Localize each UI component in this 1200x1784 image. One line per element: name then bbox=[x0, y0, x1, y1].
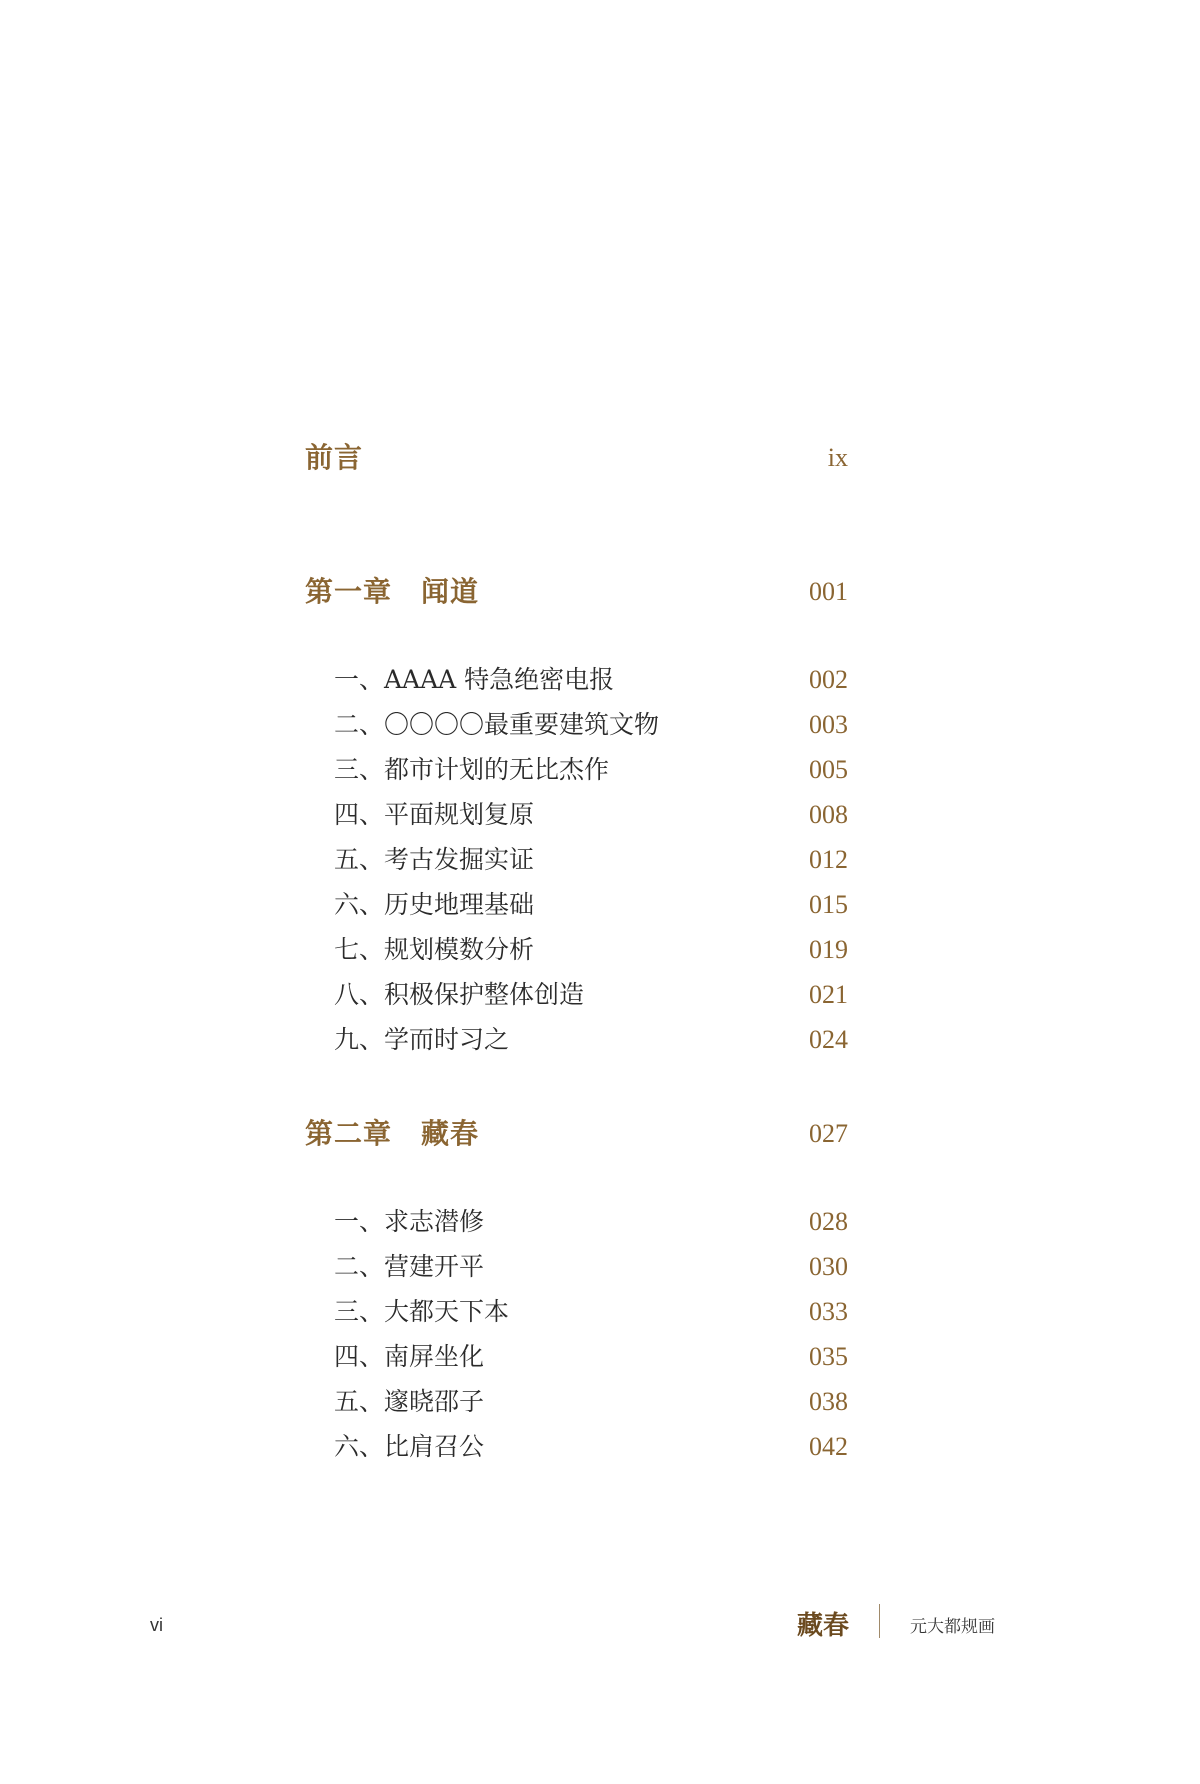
toc-entry-label: 六、比肩召公 bbox=[334, 1432, 485, 1461]
toc-entry[interactable] bbox=[334, 1020, 848, 1060]
toc-page-number: 005 bbox=[809, 755, 848, 784]
toc-page-number: 028 bbox=[809, 1207, 848, 1236]
toc-entry-label: 八、积极保护整体创造 bbox=[334, 980, 585, 1009]
toc-entry-label: 二、〇〇〇〇最重要建筑文物 bbox=[334, 710, 660, 739]
toc-page-number: 003 bbox=[809, 710, 848, 739]
toc-page-number: 019 bbox=[809, 935, 848, 964]
toc-page-number: 042 bbox=[809, 1432, 848, 1461]
toc-entry-label: 三、都市计划的无比杰作 bbox=[334, 755, 610, 784]
toc-entry-label: 六、历史地理基础 bbox=[334, 890, 535, 919]
toc-page-number: 030 bbox=[809, 1252, 848, 1281]
toc-entry[interactable] bbox=[334, 1292, 848, 1332]
toc-entry-label: 一、求志潜修 bbox=[334, 1207, 485, 1236]
toc-entry[interactable] bbox=[334, 885, 848, 925]
toc-heading-label: 第一章 闻道 bbox=[305, 575, 480, 608]
toc-entry[interactable] bbox=[334, 705, 848, 745]
toc-entry[interactable] bbox=[334, 1382, 848, 1422]
toc-chapter-1[interactable] bbox=[305, 572, 848, 612]
toc-entry[interactable] bbox=[334, 840, 848, 880]
toc-entry[interactable] bbox=[334, 1337, 848, 1377]
toc-page-number: 015 bbox=[809, 890, 848, 919]
toc-preface[interactable] bbox=[305, 438, 848, 478]
toc-page-number: 038 bbox=[809, 1387, 848, 1416]
toc-entry-label: 二、营建开平 bbox=[334, 1252, 485, 1281]
book-title: 藏春 bbox=[797, 1611, 850, 1641]
toc-page-number: 008 bbox=[809, 800, 848, 829]
toc-entry[interactable] bbox=[334, 1427, 848, 1467]
toc-page-number: 024 bbox=[809, 1025, 848, 1054]
footer-divider bbox=[879, 1604, 880, 1638]
toc-entry-label: 五、邃晓邵子 bbox=[334, 1387, 485, 1416]
toc-heading-label: 前言 bbox=[305, 441, 364, 474]
toc-entry[interactable] bbox=[334, 795, 848, 835]
toc-entry-label: 一、AAAA 特急绝密电报 bbox=[334, 665, 615, 694]
toc-page-number: 035 bbox=[809, 1342, 848, 1371]
toc-entry[interactable] bbox=[334, 1247, 848, 1287]
toc-entry-label: 九、学而时习之 bbox=[334, 1025, 510, 1054]
toc-entry-label: 四、平面规划复原 bbox=[334, 800, 535, 829]
toc-page-number: 012 bbox=[809, 845, 848, 874]
toc-page-number: 033 bbox=[809, 1297, 848, 1326]
book-subtitle: 元大都规画 bbox=[910, 1617, 995, 1637]
toc-page-number: 001 bbox=[809, 577, 848, 606]
page-number: vi bbox=[150, 1615, 163, 1635]
toc-entry-label: 七、规划模数分析 bbox=[334, 935, 535, 964]
toc-entry-label: 四、南屏坐化 bbox=[334, 1342, 485, 1371]
toc-entry-label: 三、大都天下本 bbox=[334, 1297, 510, 1326]
toc-page-number: 002 bbox=[809, 665, 848, 694]
toc-chapter-2[interactable] bbox=[305, 1114, 848, 1154]
toc-page-number: ix bbox=[827, 443, 848, 472]
toc-page-number: 021 bbox=[809, 980, 848, 1009]
toc-entry[interactable] bbox=[334, 975, 848, 1015]
toc-heading-label: 第二章 藏春 bbox=[305, 1117, 480, 1150]
toc-entry[interactable] bbox=[334, 930, 848, 970]
toc-page-number: 027 bbox=[809, 1119, 848, 1148]
toc-entry[interactable] bbox=[334, 660, 848, 700]
toc-entry[interactable] bbox=[334, 750, 848, 790]
toc-entry-label: 五、考古发掘实证 bbox=[334, 845, 535, 874]
toc-entry[interactable] bbox=[334, 1202, 848, 1242]
